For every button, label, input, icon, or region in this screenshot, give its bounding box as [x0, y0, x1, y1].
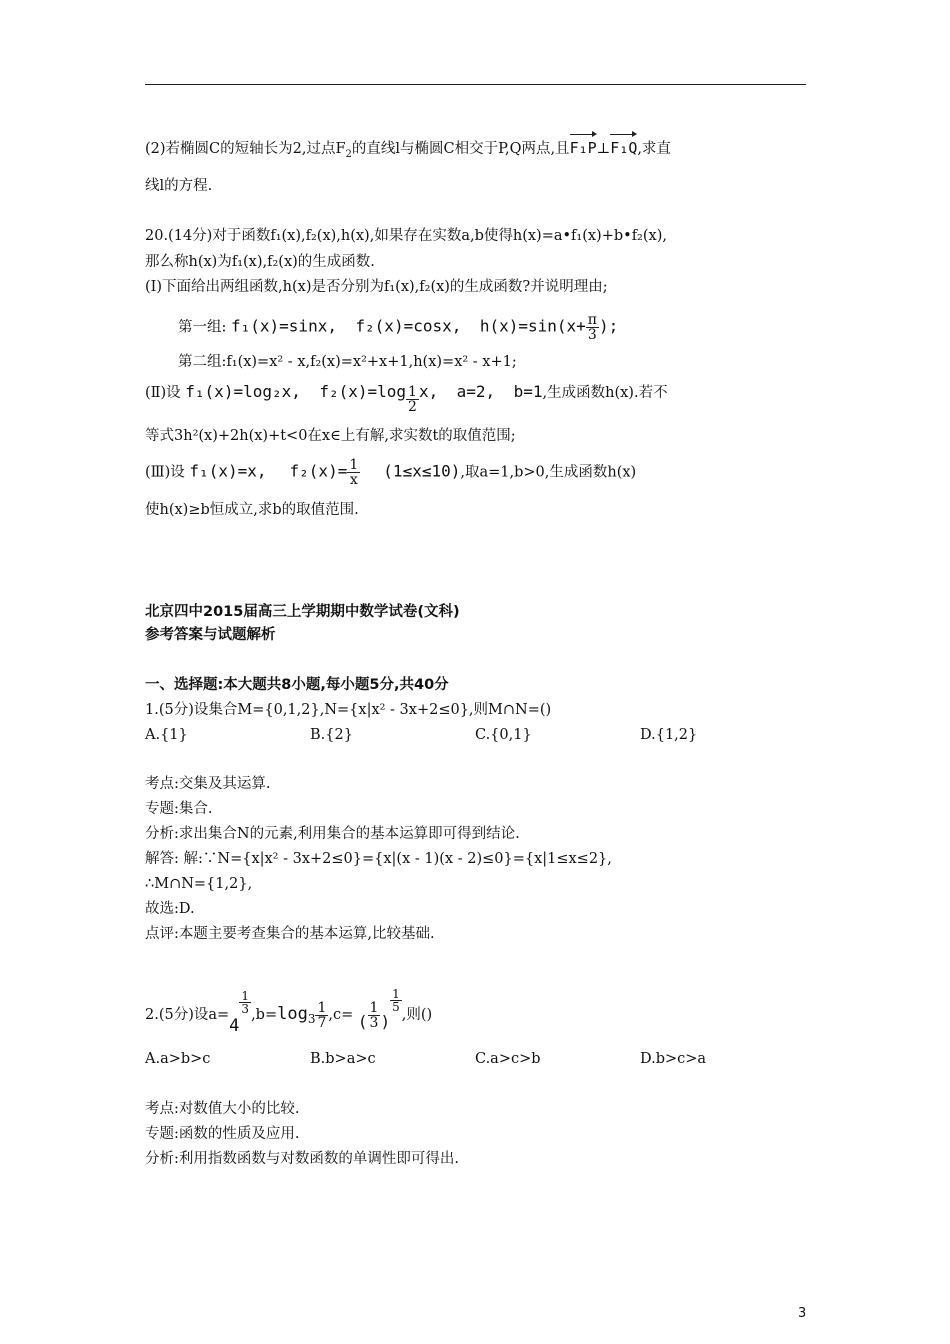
q1-jieda2: ∴M∩N={1,2}, — [145, 876, 253, 892]
frac-num: 1 — [317, 999, 327, 1016]
q2-option-a: A.a>b>c — [145, 1051, 211, 1067]
c-exponent — [390, 988, 402, 1013]
q20-line3: (Ⅰ)下面给出两组函数,h(x)是否分别为f₁(x),f₂(x)的生成函数?并说明理由; — [145, 279, 608, 295]
q1-comment: 点评:本题主要考查集合的基本运算,比较基础. — [145, 926, 435, 942]
part2-label: (Ⅱ)设 — [145, 385, 181, 401]
q20-part2-line2: 等式3h²(x)+2h(x)+t<0在x∈上有解,求实数t的取值范围; — [145, 428, 516, 444]
frac-num: 1 — [349, 457, 359, 473]
log-text: log — [277, 1004, 308, 1024]
q19-text-a: (2)若椭圆C的短轴长为2,过点F — [145, 141, 346, 157]
frac-den: x — [349, 472, 358, 488]
base-half — [406, 385, 419, 414]
q1-option-b: B.{2} — [310, 727, 353, 743]
q1-options — [145, 725, 805, 745]
a-exponent — [239, 990, 251, 1015]
frac-den: 3 — [241, 1002, 250, 1016]
q2-options — [145, 1049, 805, 1069]
frac-den: 2 — [408, 399, 417, 415]
q1-answer: 故选:D. — [145, 901, 195, 917]
group1-f1: f₁(x)=sinx, — [231, 316, 337, 336]
q20-group2: 第二组:f₁(x)=x² - x,f₂(x)=x²+x+1,h(x)=x² - x+1; — [178, 354, 517, 370]
q2-option-b: B.b>a>c — [310, 1051, 376, 1067]
part2-b: b=1 — [513, 382, 543, 401]
q19-sub: 2 — [345, 149, 352, 160]
frac-den: 3 — [369, 1015, 379, 1031]
section-heading: 一、选择题:本大题共8小题,每小题5分,共40分 — [145, 677, 449, 693]
q1-option-d: D.{1,2} — [640, 727, 698, 743]
page-number: 3 — [798, 1306, 807, 1321]
group1-h: h(x)=sin(x+ — [479, 316, 586, 336]
answers-title: 北京四中2015届高三上学期期中数学试卷(文科) — [145, 604, 460, 620]
q1-stem: 1.(5分)设集合M={0,1,2},N={x|x² - 3x+2≤0},则M∩N=() — [145, 702, 552, 718]
part3-tail: ,取a=1,b>0,生成函数h(x) — [460, 464, 637, 481]
q2-option-d: D.b>c>a — [640, 1051, 707, 1067]
group1-label: 第一组: — [178, 319, 227, 336]
frac-den: 5 — [392, 1000, 400, 1014]
q1-kaodian: 考点:交集及其运算. — [145, 776, 271, 792]
perp-symbol: ⊥ — [596, 141, 611, 157]
frac-num: 1 — [408, 384, 417, 400]
q19-part2-line2: 线l的方程. — [145, 178, 213, 194]
frac-num: 1 — [369, 1000, 379, 1016]
q19-part2-line1 — [145, 130, 671, 165]
part2-a: a=2, — [456, 382, 496, 401]
q20-part3-line2: 使h(x)≥b恒成立,求b的取值范围. — [145, 502, 359, 518]
frac-den: 3 — [587, 327, 597, 343]
q2-option-c: C.a>c>b — [475, 1051, 541, 1067]
pi-over-3 — [586, 313, 599, 342]
q2-kaodian: 考点:对数值大小的比较. — [145, 1101, 300, 1117]
frac-num: 1 — [241, 989, 250, 1003]
q20-line1: 20.(14分)对于函数f₁(x),f₂(x),h(x),如果存在实数a,b使得h(x)=a•f₁(x)+b•f₂(x), — [145, 228, 667, 244]
q20-part2-line1 — [145, 382, 668, 414]
a-base: 4 — [229, 1016, 240, 1036]
q1-fenxi: 分析:求出集合N的元素,利用集合的基本运算即可得到结论. — [145, 826, 520, 842]
part3-range: (1≤x≤10) — [383, 461, 461, 481]
one-over-x — [347, 458, 360, 487]
group1-h-close: ); — [598, 316, 619, 336]
part3-f2: f₂(x)= — [289, 461, 348, 481]
q20-group1 — [178, 313, 618, 342]
q2-stem-c: ,c= — [328, 1007, 354, 1023]
q19-text-c: ,求直 — [637, 141, 671, 157]
q2-stem-d: ,则() — [401, 1007, 433, 1023]
q1-jieda: 解答: 解:∵N={x|x² - 3x+2≤0}={x|(x - 1)(x - 2)≤0}={x|1≤x≤2}, — [145, 851, 612, 867]
part3-f1: f₁(x)=x, — [189, 461, 267, 481]
vector-f1p: F₁P — [570, 130, 597, 158]
q2-stem-b: ,b= — [251, 1007, 278, 1023]
vector-f1q: F₁Q — [610, 130, 637, 158]
part2-f2: f₂(x)=log — [319, 382, 407, 401]
group1-f2: f₂(x)=cosx, — [355, 316, 462, 336]
frac-num: π — [587, 312, 597, 328]
q20-line2: 那么称h(x)为f₁(x),f₂(x)的生成函数. — [145, 254, 375, 270]
part2-f1: f₁(x)=log₂x, — [185, 382, 301, 401]
part3-label: (Ⅲ)设 — [145, 464, 185, 481]
one-seventh — [315, 1001, 328, 1030]
q19-text-b: 的直线l与椭圆C相交于P,Q两点,且 — [351, 141, 570, 157]
part2-f2-x: x, — [418, 382, 439, 401]
q2-zhuanti: 专题:函数的性质及应用. — [145, 1126, 300, 1142]
frac-num: 1 — [392, 987, 400, 1001]
header-rule — [145, 84, 806, 85]
log-base: 3 — [307, 1012, 316, 1026]
q1-zhuanti: 专题:集合. — [145, 801, 213, 817]
frac-den: 7 — [317, 1014, 327, 1031]
part2-tail: ,生成函数h(x).若不 — [542, 385, 668, 401]
answers-subtitle: 参考答案与试题解析 — [145, 627, 276, 643]
q2-stem-a: 2.(5分)设a= — [145, 1007, 230, 1023]
q20-part3-line1 — [145, 458, 636, 487]
q1-option-a: A.{1} — [145, 727, 188, 743]
q2-fenxi: 分析:利用指数函数与对数函数的单调性即可得出. — [145, 1151, 459, 1167]
q2-stem: 2.(5分)设a=4 $\frac{1}{3}$ $,b=\log_3$ $\frac{1}{7}$ ,c= ( $\frac{1}{3}$ ) $\frac{1}{5}$ ,则() — [145, 987, 433, 1036]
one-third — [368, 1001, 381, 1030]
q1-option-c: C.{0,1} — [475, 727, 532, 743]
